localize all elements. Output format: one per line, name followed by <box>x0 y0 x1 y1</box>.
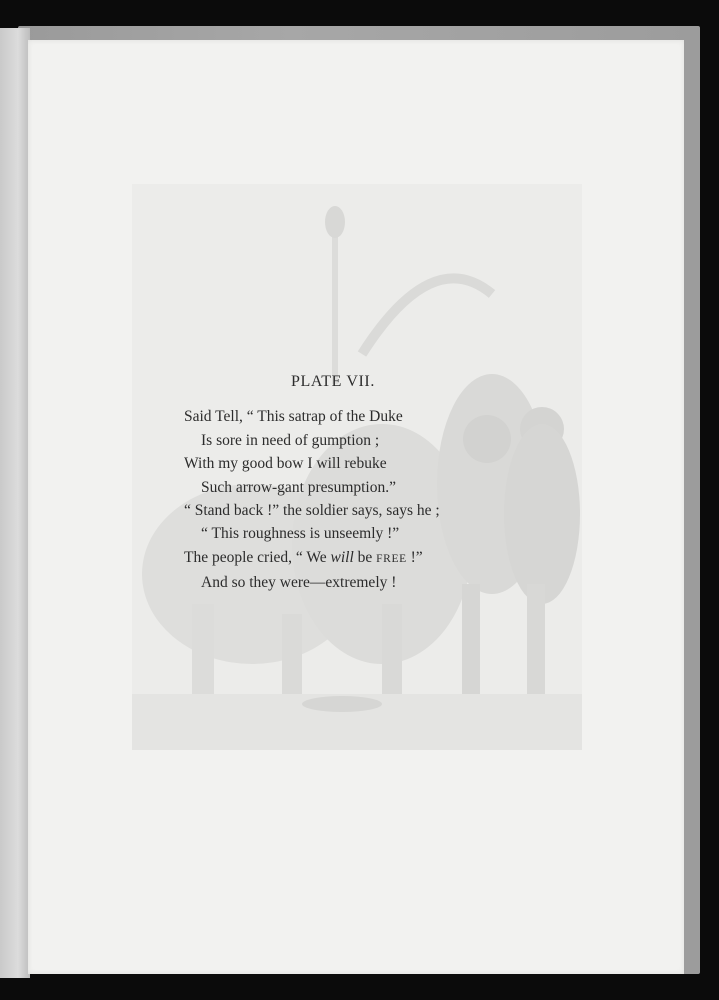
verse-line-3: With my good bow I will rebuke <box>184 455 387 473</box>
verse-line-4: Such arrow-gant presumption.” <box>201 478 396 496</box>
verse-line-2: Is sore in need of gumption ; <box>201 431 380 449</box>
verse-line-7-e: !” <box>406 548 423 566</box>
left-page-edge <box>0 28 30 978</box>
verse-line-7-a: The people cried, “ We <box>184 548 331 566</box>
verse-line-7 <box>184 546 504 571</box>
verse-line-1: Said Tell, “ This satrap of the Duke <box>184 408 403 426</box>
verse-line-7-c: be <box>353 548 377 566</box>
verse-line-7-italic: will <box>330 548 354 566</box>
plate-title: PLATE VII. <box>291 373 375 390</box>
book-page <box>28 40 684 974</box>
plate-caption <box>184 370 504 595</box>
verse-line-8: And so they were—extremely ! <box>201 574 397 592</box>
verse-line-6: “ This roughness is unseemly !” <box>201 525 400 543</box>
verse-line-7-smallcaps: FREE <box>376 552 407 565</box>
verse-line-5: “ Stand back !” the soldier says, says he ; <box>184 502 440 520</box>
